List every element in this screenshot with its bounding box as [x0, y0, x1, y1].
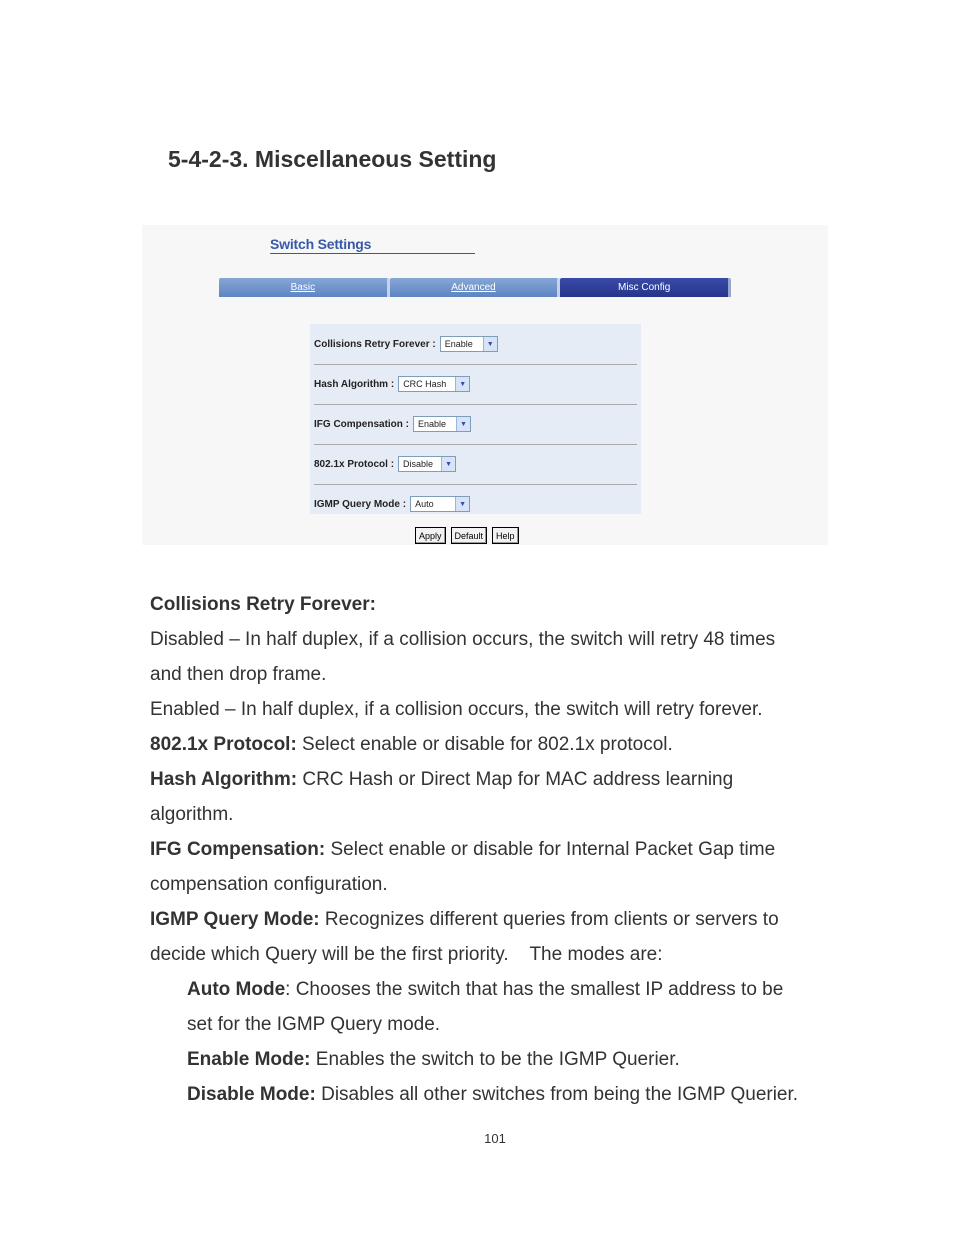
- hash-paragraph-line-2: algorithm.: [150, 804, 234, 825]
- hash-desc: CRC Hash or Direct Map for MAC address learning: [297, 769, 734, 790]
- dot1x-desc: Select enable or disable for 802.1x protocol.: [296, 734, 673, 755]
- enable-mode-term: Enable Mode:: [187, 1049, 311, 1070]
- ifg-desc: Select enable or disable for Internal Packet Gap time: [325, 839, 776, 860]
- hash-term: Hash Algorithm:: [150, 769, 298, 790]
- igmp-paragraph-line-2: decide which Query will be the first priority. The modes are:: [150, 944, 663, 965]
- enable-mode-line: [187, 1042, 857, 1077]
- igmp-query-mode-select[interactable]: [410, 496, 470, 512]
- default-button[interactable]: Default: [451, 527, 488, 544]
- igmp-query-mode-label: IGMP Query Mode :: [314, 498, 407, 510]
- collisions-retry-select[interactable]: [440, 336, 498, 352]
- chevron-down-icon: ▼: [483, 337, 497, 351]
- ifg-paragraph-line-1: [150, 832, 850, 867]
- 8021x-protocol-value: Disable: [403, 459, 434, 469]
- auto-mode-line-2: set for the IGMP Query mode.: [187, 1014, 441, 1035]
- disable-mode-term: Disable Mode:: [187, 1084, 316, 1105]
- disable-mode-line: [187, 1077, 857, 1112]
- help-button[interactable]: Help: [492, 527, 519, 544]
- ifg-paragraph-line-2: compensation configuration.: [150, 874, 388, 895]
- action-buttons: [415, 527, 519, 544]
- section-heading: 5-4-2-3. Miscellaneous Setting: [168, 146, 497, 172]
- collisions-retry-label: Collisions Retry Forever :: [314, 338, 436, 350]
- hash-paragraph-line-1: [150, 762, 850, 797]
- igmp-desc: Recognizes different queries from clients or servers to: [319, 909, 779, 930]
- 8021x-protocol-select[interactable]: [398, 456, 456, 472]
- collisions-heading: Collisions Retry Forever:: [150, 594, 376, 615]
- igmp-query-mode-value: Auto: [415, 499, 434, 509]
- 8021x-protocol-label: 802.1x Protocol :: [314, 458, 395, 470]
- chevron-down-icon: ▼: [455, 497, 469, 511]
- chevron-down-icon: ▼: [456, 417, 470, 431]
- page-number: 101: [484, 1131, 506, 1146]
- switch-settings-screenshot: [142, 225, 828, 545]
- dot1x-paragraph: [150, 727, 850, 762]
- apply-button[interactable]: Apply: [415, 527, 446, 544]
- settings-tabs: [219, 278, 731, 297]
- collisions-enabled-line: Enabled – In half duplex, if a collision occurs, the switch will retry forever.: [150, 699, 763, 720]
- hash-algorithm-label: Hash Algorithm :: [314, 378, 395, 390]
- auto-mode-line-1: [187, 972, 857, 1007]
- ifg-compensation-label: IFG Compensation :: [314, 418, 409, 430]
- chevron-down-icon: ▼: [455, 377, 469, 391]
- ifg-term: IFG Compensation:: [150, 839, 326, 860]
- tab-misc-config[interactable]: Misc Config: [560, 278, 731, 297]
- row-hash-algorithm: [314, 364, 637, 405]
- collisions-retry-value: Enable: [444, 339, 473, 349]
- igmp-paragraph-line-1: [150, 902, 850, 937]
- misc-config-panel: [310, 324, 641, 514]
- igmp-term: IGMP Query Mode:: [150, 909, 320, 930]
- hash-algorithm-select[interactable]: [398, 376, 470, 392]
- row-collisions-retry: [314, 324, 637, 365]
- chevron-down-icon: ▼: [441, 457, 455, 471]
- collisions-disabled-line-1: Disabled – In half duplex, if a collision occurs, the switch will retry 48 times: [150, 629, 776, 650]
- auto-mode-term: Auto Mode: [187, 979, 286, 1000]
- row-ifg-compensation: [314, 404, 637, 445]
- ifg-compensation-select[interactable]: [413, 416, 471, 432]
- disable-mode-desc: Disables all other switches from being the IGMP Querier.: [315, 1084, 799, 1105]
- hash-algorithm-value: CRC Hash: [403, 379, 447, 389]
- row-igmp-query-mode: [314, 484, 637, 524]
- dot1x-term: 802.1x Protocol:: [150, 734, 297, 755]
- collisions-disabled-line-2: and then drop frame.: [150, 664, 327, 685]
- tab-advanced[interactable]: Advanced: [390, 278, 561, 297]
- tab-basic[interactable]: Basic: [219, 278, 390, 297]
- screenshot-title: Switch Settings: [270, 236, 475, 254]
- row-8021x-protocol: [314, 444, 637, 485]
- auto-mode-desc: : Chooses the switch that has the smallest IP address to be: [285, 979, 784, 1000]
- enable-mode-desc: Enables the switch to be the IGMP Querier.: [310, 1049, 680, 1070]
- ifg-compensation-value: Enable: [418, 419, 447, 429]
